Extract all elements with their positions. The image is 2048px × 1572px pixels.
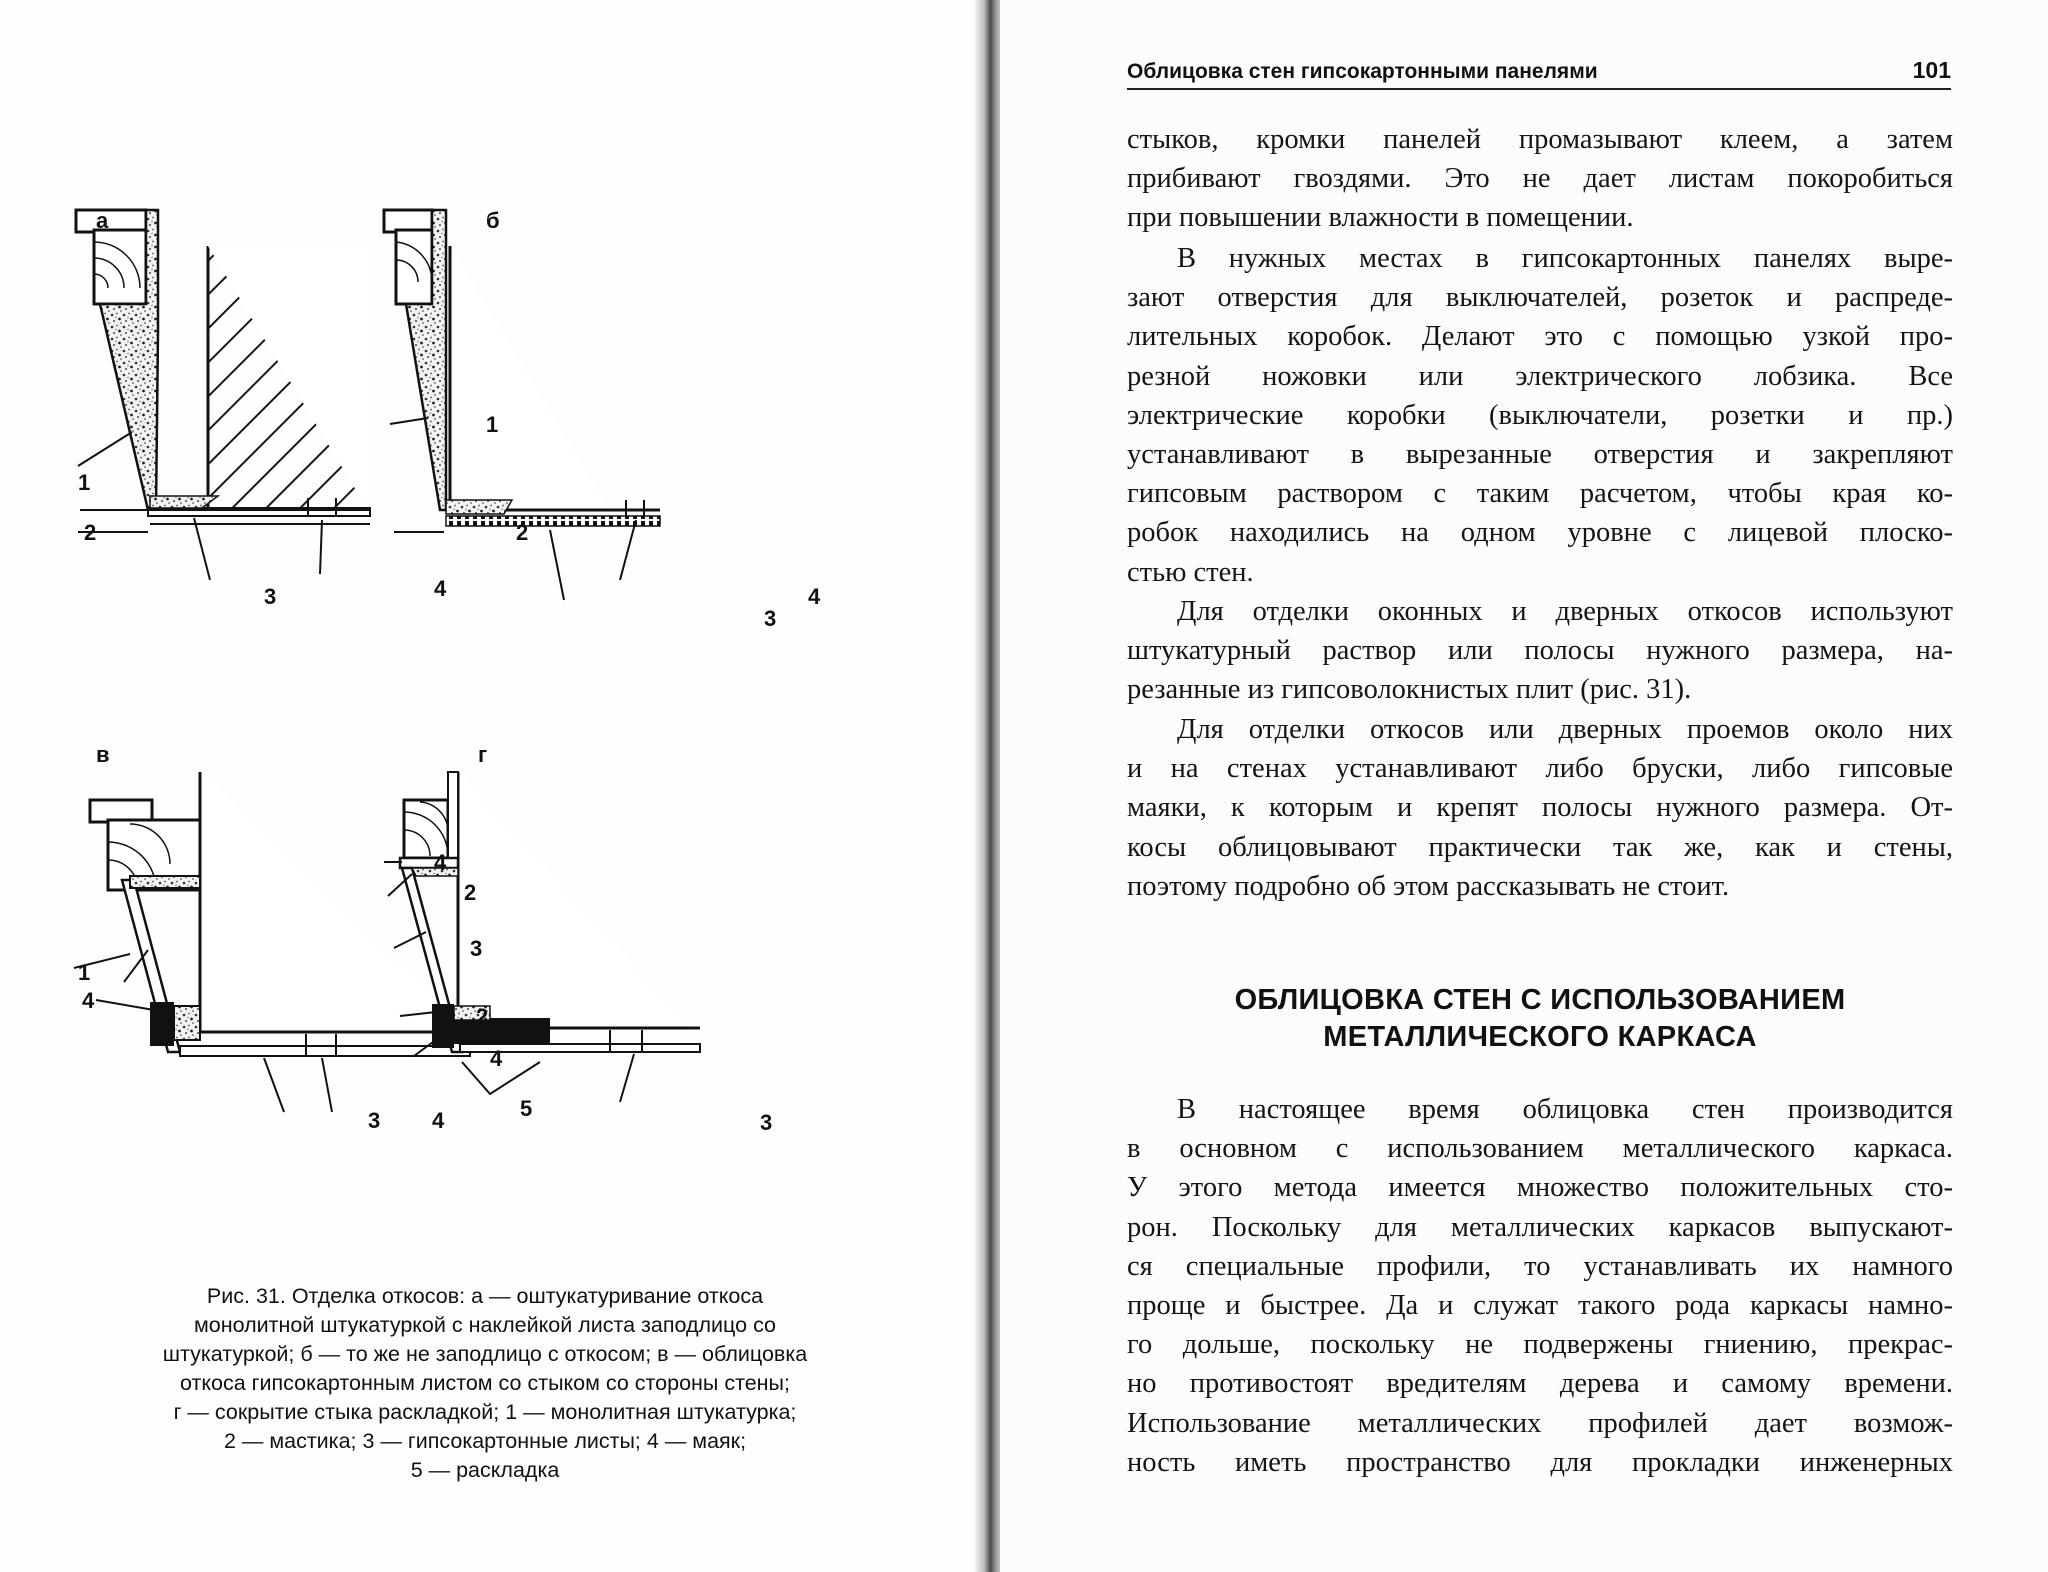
- figure-31: [50, 180, 920, 1180]
- figure-caption: [60, 1282, 910, 1485]
- running-title: Облицовка стен гипсокартонными панелями: [1127, 60, 1598, 83]
- panel-letter-a: а: [96, 208, 109, 233]
- heading-line: ОБЛИЦОВКА СТЕН С ИСПОЛЬЗОВАНИЕМ: [1234, 984, 1846, 1016]
- callout-a-3: 3: [264, 584, 277, 609]
- text-line: В нужных местах в гипсокартонных панелях выре-: [1177, 243, 1953, 274]
- paragraph-1: [1127, 120, 1953, 238]
- panel-letter-b: б: [486, 208, 500, 233]
- callout-v-3: 3: [368, 1108, 381, 1133]
- callout-g-3: 3: [470, 936, 483, 961]
- text-line: Для отделки откосов или дверных проемов около них: [1177, 714, 1953, 745]
- callout-b-2: 2: [516, 520, 529, 545]
- text-line: прибивают гвоздями. Это не дает листам покоробиться: [1127, 163, 1953, 195]
- text-line: и на стенах устанавливают либо бруски, либо гипсовые: [1127, 753, 1953, 785]
- text-line: резанные из гипсоволокнистых плит (рис. 31).: [1127, 674, 1692, 706]
- callout-b-1: 1: [486, 412, 499, 437]
- callout-b-3: 3: [764, 606, 777, 631]
- left-page: [0, 0, 985, 1572]
- text-line: лительных коробок. Делают это с помощью узкой про-: [1127, 321, 1953, 353]
- panel-letter-v: в: [96, 742, 110, 767]
- text-line: в основном с использованием металлического каркаса.: [1127, 1133, 1953, 1165]
- text-line: но противостоят вредителям дерева и самому времени.: [1127, 1368, 1953, 1400]
- callout-v-4: 4: [82, 988, 95, 1013]
- running-header: [1127, 52, 1951, 90]
- caption-line: г — сокрытие стыка раскладкой; 1 — монолитная штукатурка;: [173, 1400, 797, 1424]
- text-line: го дольше, поскольку не подвержены гниению, прекрас-: [1127, 1329, 1953, 1361]
- paragraph-4: [1127, 710, 1953, 906]
- panel-a-drawing: [76, 210, 370, 580]
- text-line: гипсовым раствором с таким расчетом, чтобы края ко-: [1127, 478, 1953, 510]
- text-line: электрические коробки (выключатели, розетки и пр.): [1127, 399, 1953, 431]
- text-line: устанавливают в вырезанные отверстия и закрепляют: [1127, 438, 1953, 470]
- text-line: при повышении влажности в помещении.: [1127, 202, 1634, 234]
- text-line: рон. Поскольку для металлических каркасов выпускают-: [1127, 1211, 1953, 1243]
- text-line: Для отделки оконных и дверных откосов используют: [1177, 596, 1953, 627]
- text-line: ся специальные профили, то устанавливать их намного: [1127, 1250, 1953, 1282]
- callout-b-4: 4: [808, 584, 821, 609]
- caption-line: 2 — мастика; 3 — гипсокартонные листы; 4 — маяк;: [223, 1429, 747, 1453]
- callout-g-4b: 4: [490, 1046, 503, 1071]
- text-line: косы облицовывают практически так же, как и стены,: [1127, 831, 1953, 863]
- text-line: проще и быстрее. Да и служат такого рода каркасы намно-: [1127, 1289, 1953, 1321]
- callout-v-4b: 4: [432, 1108, 445, 1133]
- text-line: робок находились на одном уровне с лицевой плоско-: [1127, 517, 1953, 549]
- section-heading: [1127, 982, 1953, 1056]
- caption-line: откоса гипсокартонным листом со стыком со стороны стены;: [180, 1371, 790, 1395]
- text-line: стыков, кромки панелей промазывают клеем, а затем: [1127, 124, 1953, 155]
- caption-line: Рис. 31. Отделка откосов: а — оштукатуривание откоса: [206, 1284, 764, 1308]
- panel-letter-g: г: [478, 742, 488, 767]
- callout-g-5: 5: [520, 1096, 533, 1121]
- text-line: ность иметь пространство для прокладки инженерных: [1127, 1446, 1953, 1478]
- paragraph-3: [1127, 592, 1953, 710]
- text-line: резной ножовки или электрического лобзика. Все: [1127, 360, 1953, 392]
- caption-line: монолитной штукатуркой с наклейкой листа заподлицо со: [193, 1313, 777, 1337]
- text-line: поэтому подробно об этом рассказывать не стоит.: [1127, 870, 1730, 902]
- callout-g-4: 4: [434, 850, 447, 875]
- text-line: У этого метода имеется множество положительных сто-: [1127, 1172, 1953, 1204]
- callout-g-2b: 2: [476, 1004, 489, 1029]
- heading-line: МЕТАЛЛИЧЕСКОГО КАРКАСА: [1323, 1021, 1757, 1053]
- text-line: штукатурный раствор или полосы нужного размера, на-: [1127, 635, 1953, 667]
- callout-a-1: 1: [78, 470, 91, 495]
- callout-g-2: 2: [464, 880, 477, 905]
- text-line: стью стен.: [1127, 556, 1254, 588]
- callout-a-4: 4: [434, 576, 447, 601]
- callout-g-3b: 3: [760, 1110, 773, 1135]
- callout-v-1: 1: [78, 960, 91, 985]
- paragraph-5: [1127, 1090, 1953, 1482]
- page-number: 101: [1912, 57, 1951, 83]
- figure-drawing: [50, 180, 920, 1180]
- text-line: маяки, к которым и крепят полосы нужного размера. От-: [1127, 792, 1953, 824]
- callout-a-2: 2: [84, 520, 97, 545]
- paragraph-2: [1127, 239, 1953, 592]
- text-line: зают отверстия для выключателей, розеток и распреде-: [1127, 282, 1953, 314]
- text-line: Использование металлических профилей дает возмож-: [1127, 1407, 1953, 1439]
- text-line: В настоящее время облицовка стен производится: [1177, 1094, 1953, 1125]
- caption-line: 5 — раскладка: [410, 1458, 560, 1482]
- caption-line: штукатуркой; б — то же не заподлицо с откосом; в — облицовка: [162, 1342, 808, 1366]
